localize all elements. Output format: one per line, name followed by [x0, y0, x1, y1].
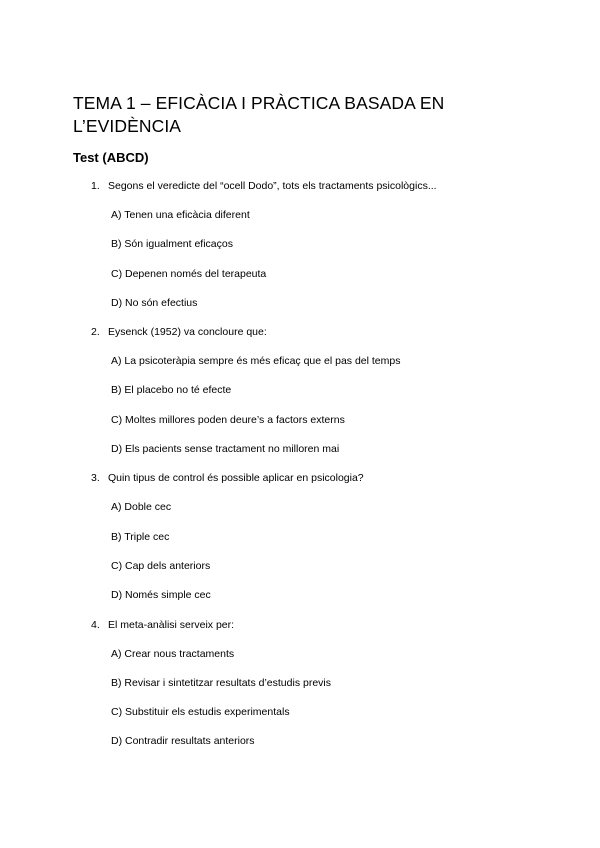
option-c: C) Cap dels anteriors	[111, 559, 211, 572]
question-number: 1.	[91, 180, 100, 192]
question-line	[0, 322, 600, 351]
option-a: A) Crear nous tractaments	[111, 647, 235, 660]
option-b: B) Són igualment eficaços	[111, 238, 233, 251]
question-4	[0, 615, 600, 761]
option-b: B) Revisar i sintetitzar resultats d’estudis previs	[111, 676, 331, 689]
section-subtitle: Test (ABCD)	[73, 150, 149, 165]
option-a: A) Tenen una eficàcia diferent	[111, 209, 250, 221]
question-1	[0, 176, 600, 322]
option-c: C) Substituir els estudis experimentals	[111, 706, 290, 719]
question-text: Eysenck (1952) va concloure que:	[108, 326, 267, 339]
option-d: D) No són efectius	[111, 296, 198, 309]
option-c: C) Depenen només del terapeuta	[111, 267, 267, 280]
option-d: D) Els pacients sense tractament no milloren mai	[111, 443, 340, 456]
question-number: 3.	[91, 472, 100, 485]
question-text: Quin tipus de control és possible aplicar en psicologia?	[108, 472, 364, 485]
question-number: 2.	[91, 326, 100, 339]
option-c: C) Moltes millores poden deure’s a factors externs	[111, 413, 345, 426]
question-line	[0, 176, 600, 205]
option-d: D) Contradir resultats anteriors	[111, 735, 255, 748]
question-line	[0, 468, 600, 497]
page-title: TEMA 1 – EFICÀCIA I PRÀCTICA BASADA EN L’EVIDÈNCIA	[73, 93, 445, 136]
question-text: Segons el veredicte del “ocell Dodo”, tots els tractaments psicològics...	[108, 180, 437, 192]
option-a: A) Doble cec	[111, 501, 172, 514]
option-d: D) Només simple cec	[111, 589, 211, 602]
option-b: B) Triple cec	[111, 530, 170, 543]
question-number: 4.	[91, 618, 100, 631]
question-3	[0, 468, 600, 614]
question-line	[0, 615, 600, 644]
question-2	[0, 322, 600, 468]
option-b: B) El placebo no té efecte	[111, 384, 232, 397]
option-a: A) La psicoteràpia sempre és més eficaç que el pas del temps	[111, 355, 401, 368]
question-text: El meta-anàlisi serveix per:	[108, 618, 235, 631]
question-list	[0, 176, 600, 761]
